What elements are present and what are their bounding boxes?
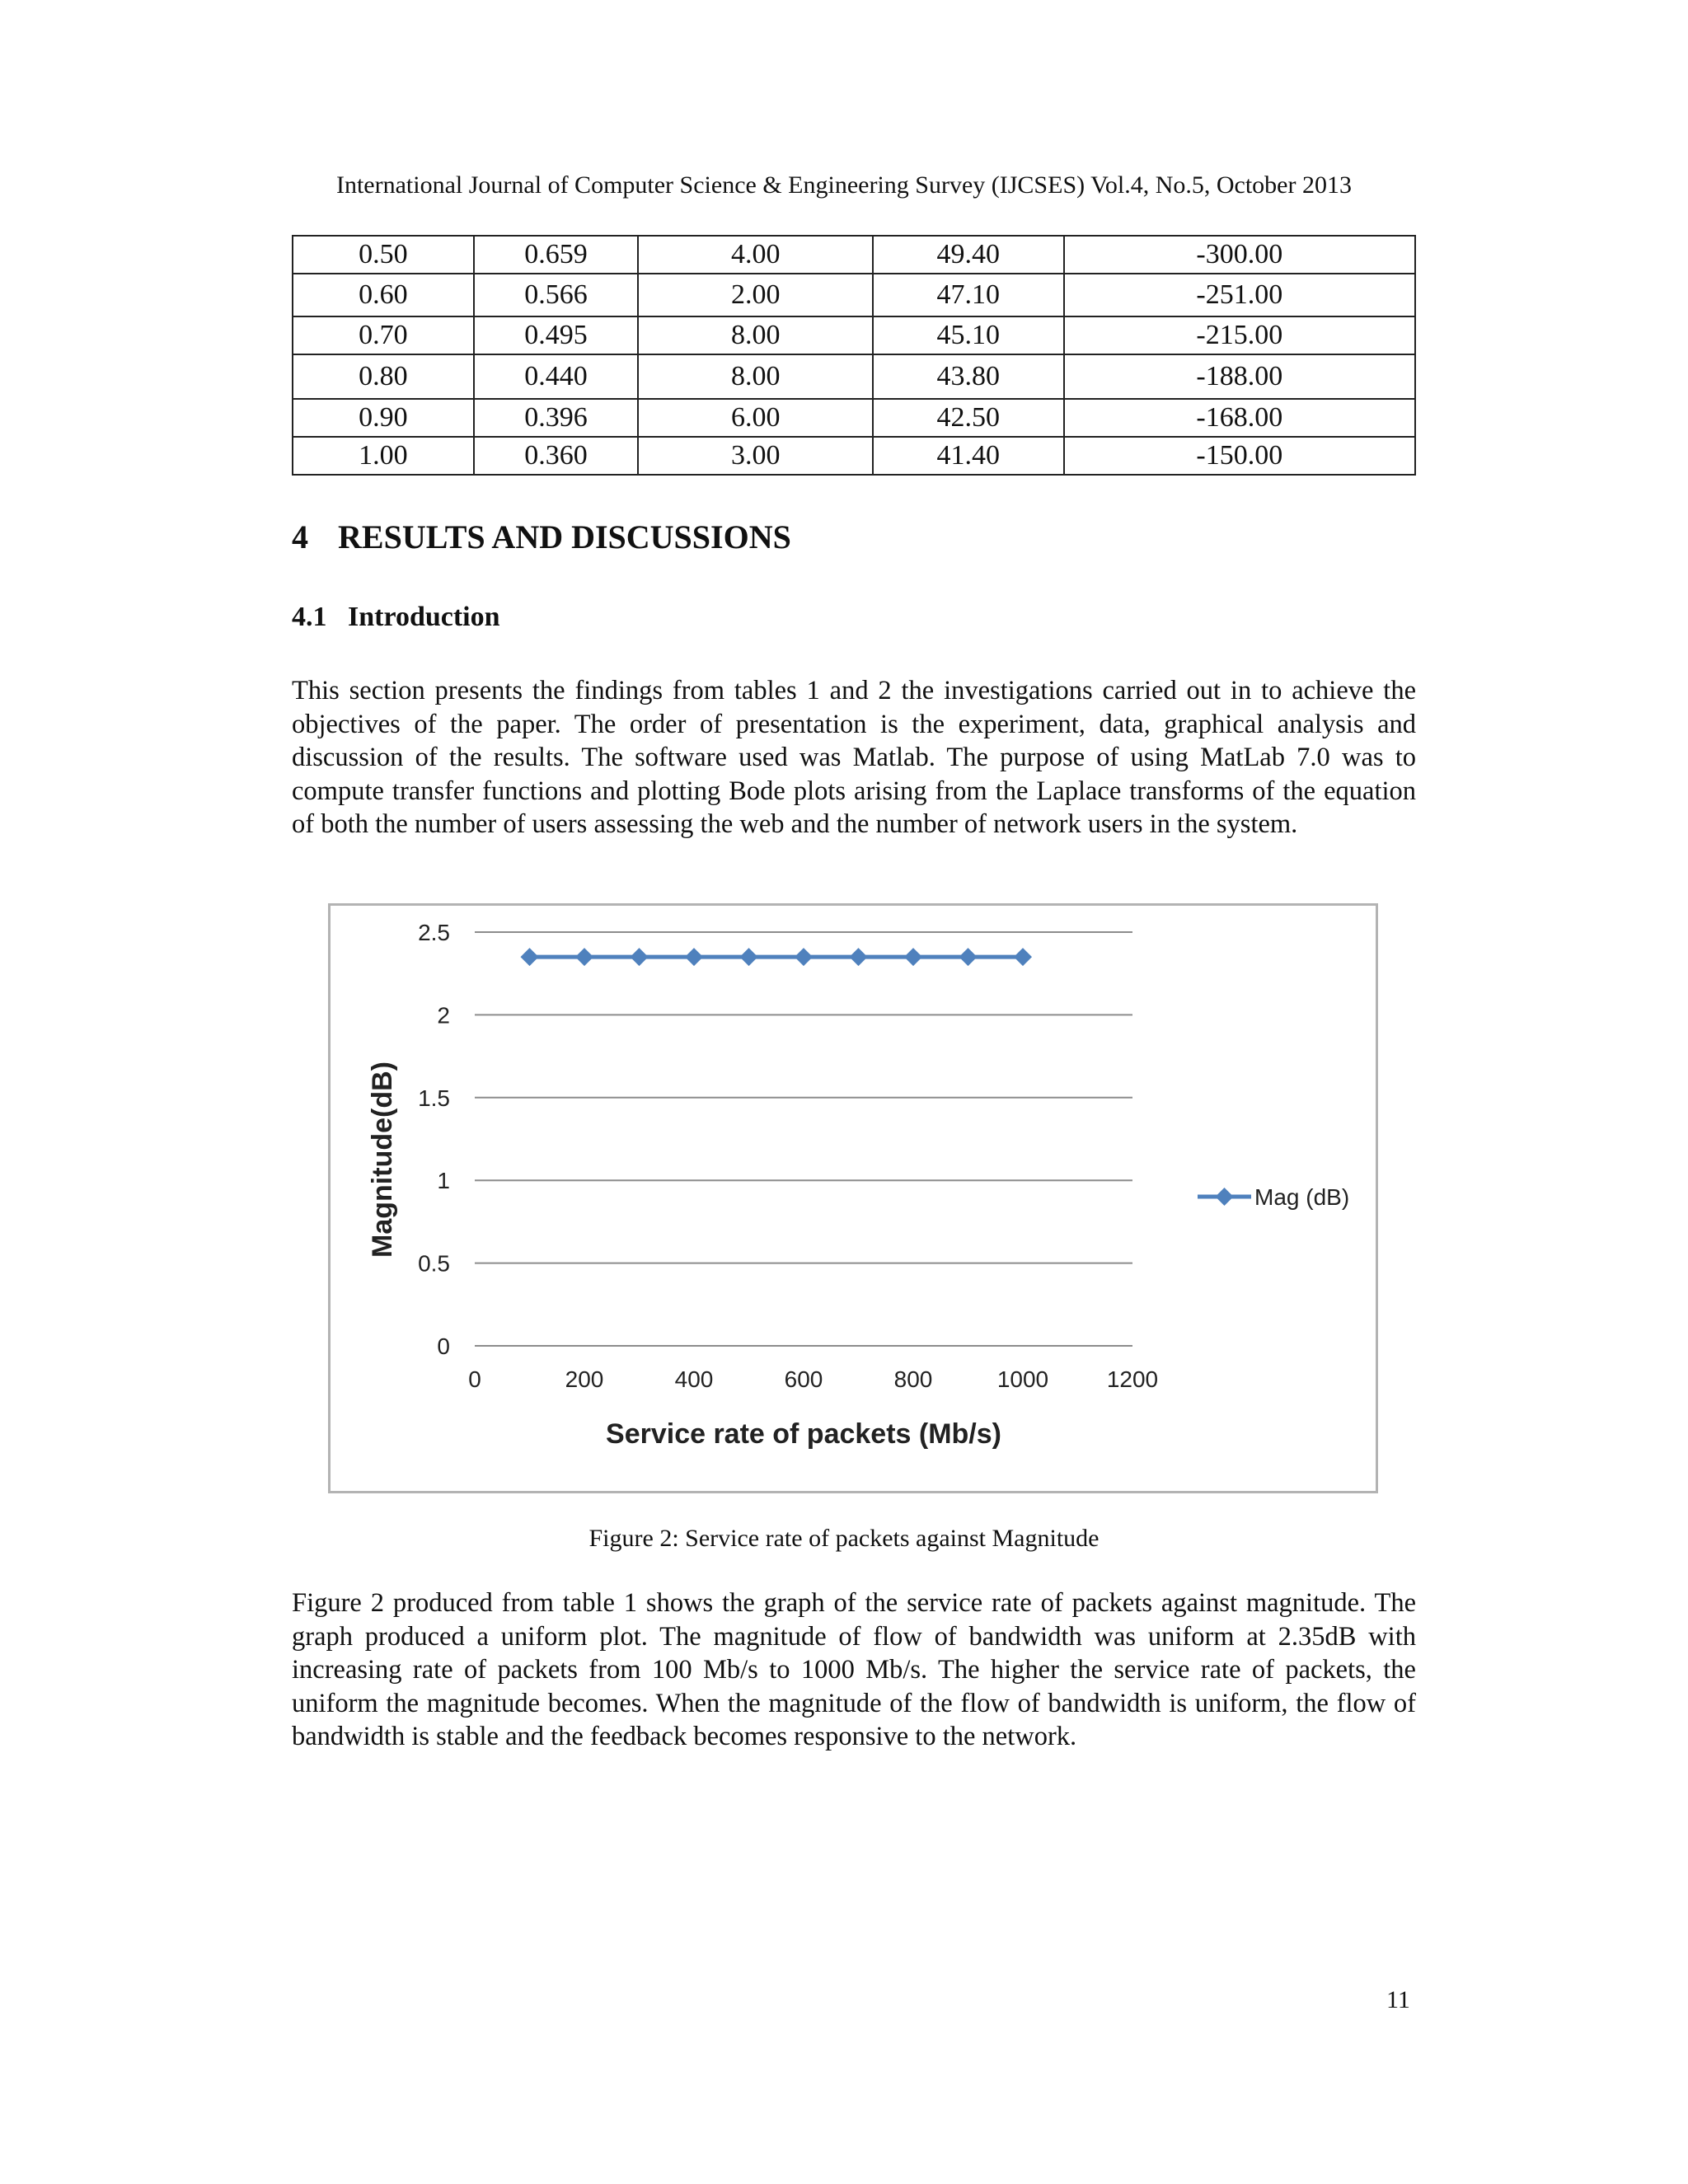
- x-tick-label: 1000: [996, 1366, 1049, 1392]
- subsection-number: 4.1: [292, 602, 327, 632]
- x-tick-label: 0: [468, 1366, 481, 1392]
- table-cell: 0.70: [293, 316, 474, 354]
- y-tick-label: 1.5: [418, 1085, 450, 1111]
- y-tick-label: 1: [437, 1168, 450, 1194]
- table-row: [293, 354, 1415, 399]
- data-point-marker: [521, 948, 539, 966]
- legend-marker: [1216, 1188, 1234, 1206]
- x-tick-label: 600: [784, 1366, 823, 1392]
- table-cell: 4.00: [638, 236, 873, 274]
- data-point-marker: [740, 948, 758, 966]
- table-cell: 1.00: [293, 437, 474, 475]
- y-tick-label: 2: [437, 1002, 450, 1029]
- x-tick-label: 1200: [1106, 1366, 1159, 1392]
- data-point-marker: [575, 948, 593, 966]
- table-cell: 45.10: [873, 316, 1064, 354]
- x-tick-label: 200: [565, 1366, 604, 1392]
- section-heading: [292, 518, 791, 556]
- y-tick-label: 2.5: [418, 920, 450, 945]
- table-cell: 0.396: [474, 399, 639, 437]
- table-row: [293, 437, 1415, 475]
- table-cell: 0.50: [293, 236, 474, 274]
- data-point-marker: [959, 948, 978, 966]
- table-cell: -251.00: [1064, 274, 1415, 316]
- data-point-marker: [850, 948, 868, 966]
- table-cell: 0.60: [293, 274, 474, 316]
- table-row: [293, 236, 1415, 274]
- table-cell: 0.360: [474, 437, 639, 475]
- table-cell: -300.00: [1064, 236, 1415, 274]
- subsection-title: Introduction: [348, 602, 500, 632]
- y-tick-label: 0.5: [418, 1250, 450, 1277]
- table-row: [293, 399, 1415, 437]
- magnitude-chart: [328, 903, 1378, 1493]
- table-cell: -150.00: [1064, 437, 1415, 475]
- table-cell: 6.00: [638, 399, 873, 437]
- figure-caption: Figure 2: Service rate of packets against Magnitude: [588, 1525, 1100, 1552]
- page-number: 11: [1386, 1986, 1410, 2013]
- table-cell: 3.00: [638, 437, 873, 475]
- table-cell: 0.495: [474, 316, 639, 354]
- legend-label: Mag (dB): [1254, 1184, 1350, 1210]
- running-header: International Journal of Computer Science & Engineering Survey (IJCSES) Vol.4, No.5, October 2013: [335, 171, 1352, 199]
- table-cell: 0.80: [293, 354, 474, 399]
- table-row: [293, 316, 1415, 354]
- table-cell: 49.40: [873, 236, 1064, 274]
- table-row: [293, 274, 1415, 316]
- data-point-marker: [795, 948, 813, 966]
- table-cell: 0.440: [474, 354, 639, 399]
- table-cell: -215.00: [1064, 316, 1415, 354]
- subsection-heading: [292, 602, 500, 633]
- data-point-marker: [1014, 948, 1032, 966]
- table-cell: 47.10: [873, 274, 1064, 316]
- table-cell: 41.40: [873, 437, 1064, 475]
- data-point-marker: [631, 948, 649, 966]
- table-cell: 2.00: [638, 274, 873, 316]
- intro-paragraph: This section presents the findings from tables 1 and 2 the investigations carried out in to achieve the objectives of the paper. The order of presentation is the experiment, data, graphical analysis and discussion of the results. The software used was Matlab. The purpose of using MatLab 7.0 was to compute transfer functions and plotting Bode plots arising from the Laplace transforms of the equation of both the number of users assessing the web and the number of network users in the system.: [292, 676, 1416, 839]
- table-cell: 8.00: [638, 316, 873, 354]
- discussion-paragraph: Figure 2 produced from table 1 shows the graph of the service rate of packets against magnitude. The graph produced a uniform plot. The magnitude of flow of bandwidth was uniform at 2.35dB with increasing rate of packets from 100 Mb/s to 1000 Mb/s. The higher the service rate of packets, the uniform the magnitude becomes. When the magnitude of the flow of bandwidth is uniform, the flow of bandwidth is stable and the feedback becomes responsive to the network.: [292, 1588, 1416, 1751]
- section-number: 4: [292, 518, 308, 555]
- x-axis-title: Service rate of packets (Mb/s): [606, 1418, 1001, 1450]
- table-cell: 0.659: [474, 236, 639, 274]
- data-point-marker: [904, 948, 922, 966]
- x-tick-label: 400: [674, 1366, 714, 1392]
- section-title: RESULTS AND DISCUSSIONS: [338, 518, 791, 555]
- x-tick-label: 800: [893, 1366, 933, 1392]
- table-cell: 42.50: [873, 399, 1064, 437]
- table-cell: -188.00: [1064, 354, 1415, 399]
- table-cell: -168.00: [1064, 399, 1415, 437]
- table-cell: 43.80: [873, 354, 1064, 399]
- table-cell: 0.90: [293, 399, 474, 437]
- y-axis-title: Magnitude(dB): [367, 1062, 398, 1258]
- table-cell: 8.00: [638, 354, 873, 399]
- data-point-marker: [685, 948, 703, 966]
- table-cell: 0.566: [474, 274, 639, 316]
- data-table: [292, 235, 1416, 476]
- y-tick-label: 0: [437, 1333, 450, 1359]
